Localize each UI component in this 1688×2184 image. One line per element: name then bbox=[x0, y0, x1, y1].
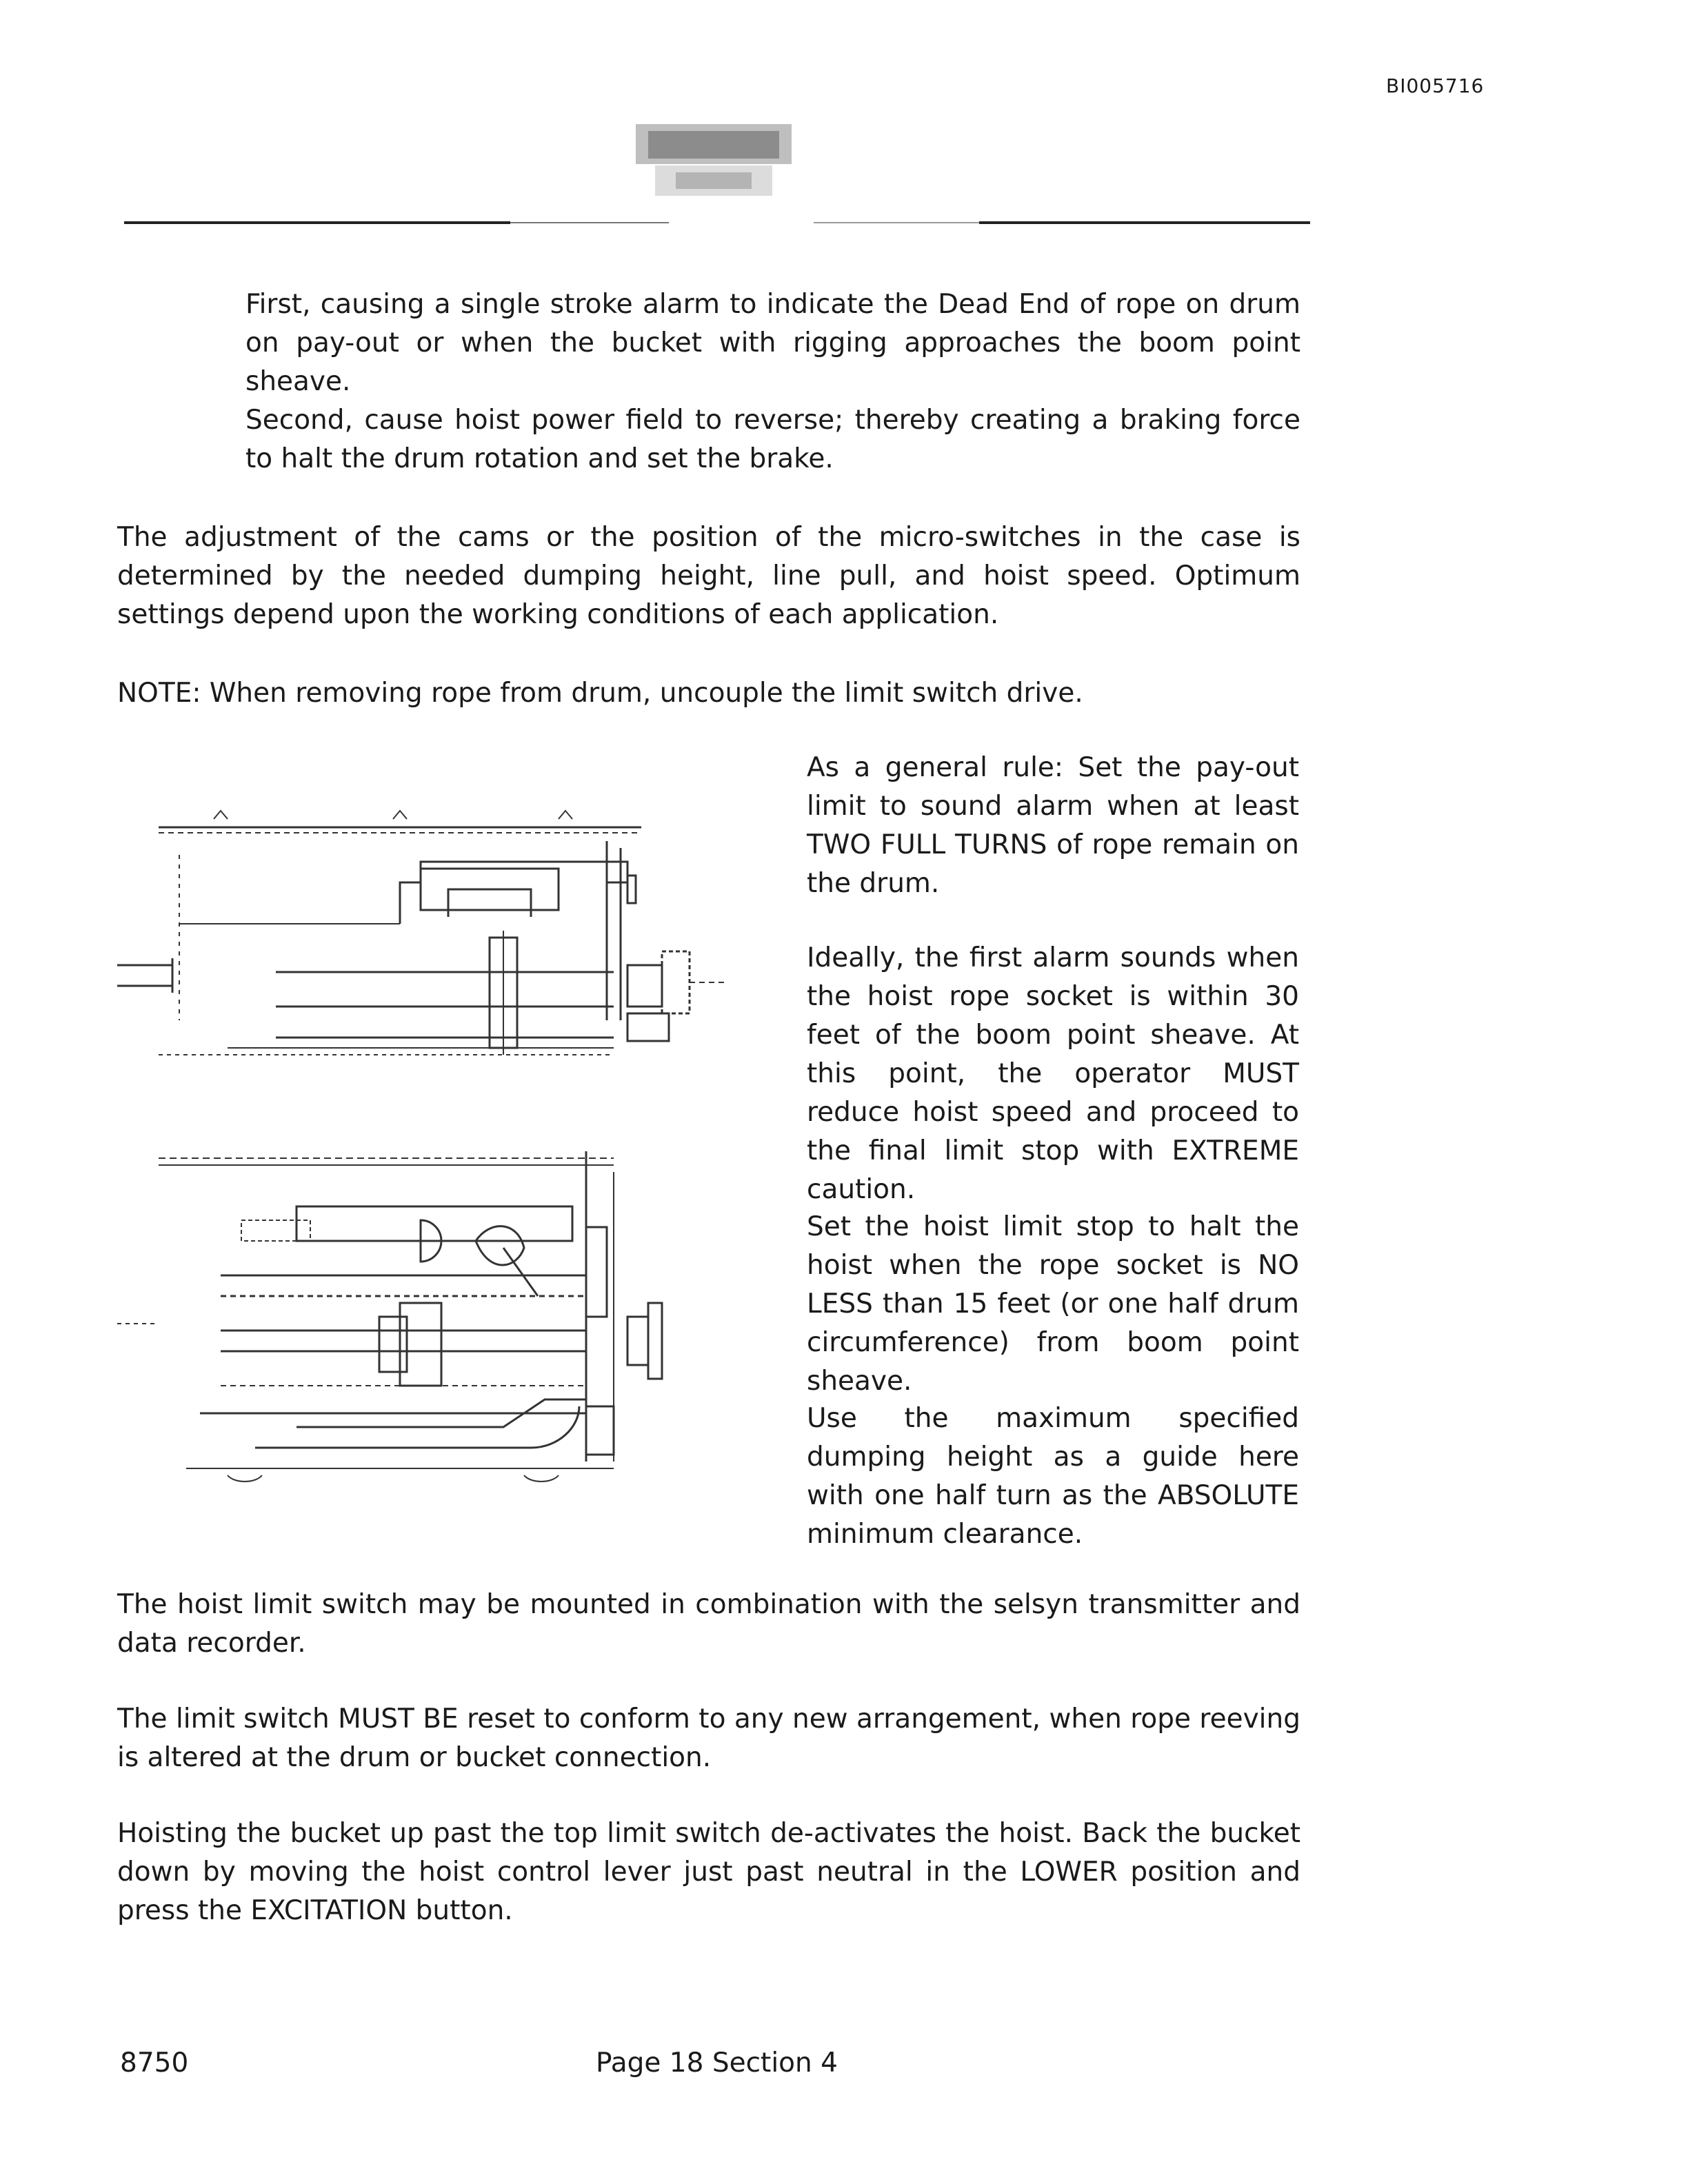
paragraph-excitation: Hoisting the bucket up past the top limit switch de-activates the hoist. Back the bucket down by moving the hoist control lever just past neutral in the LOWER position and press the EXCITATION button. bbox=[117, 1818, 1300, 1926]
paragraph-selsyn-mount: The hoist limit switch may be mounted in combination with the selsyn transmitter and data recorder. bbox=[117, 1589, 1300, 1659]
paragraph-dumping-height: Use the maximum specified dumping height as a guide here with one half turn as the ABSOLUTE minimum clearance. bbox=[807, 1403, 1299, 1550]
paragraph-reverse-field: Second, cause hoist power field to reverse; thereby creating a braking force to halt the drum rotation and set the brake. bbox=[245, 405, 1300, 474]
paragraph-first-alarm: Ideally, the first alarm sounds when the hoist rope socket is within 30 feet of the boom point sheave. At this point, the operator MUST reduce hoist speed and proceed to the final limit stop with EXTREME caution. bbox=[807, 942, 1299, 1205]
limit-switch-drawing-top bbox=[117, 800, 738, 1062]
company-logo bbox=[627, 117, 807, 207]
paragraph-reset-switch: The limit switch MUST BE reset to conform to any new arrangement, when rope reeving is altered at the drum or bucket connection. bbox=[117, 1703, 1300, 1773]
paragraph-single-stroke-alarm: First, causing a single stroke alarm to indicate the Dead End of rope on drum on pay-out or when the bucket with rigging approaches the boom point sheave. bbox=[245, 289, 1300, 397]
paragraph-general-rule: As a general rule: Set the pay-out limit to sound alarm when at least TWO FULL TURNS of rope remain on the drum. bbox=[807, 752, 1299, 899]
note-uncouple: NOTE: When removing rope from drum, uncouple the limit switch drive. bbox=[117, 678, 1083, 709]
footer-page-number: Page 18 Section 4 bbox=[596, 2048, 838, 2079]
limit-switch-drawing-bottom bbox=[117, 1138, 738, 1496]
footer-model-number: 8750 bbox=[120, 2048, 189, 2079]
paragraph-cam-adjustment: The adjustment of the cams or the position of the micro-switches in the case is determined by the needed dumping height, line pull, and hoist speed. Optimum settings depend upon the working conditions of each application. bbox=[117, 522, 1300, 630]
document-id: BI005716 bbox=[1386, 74, 1485, 97]
paragraph-hoist-limit-stop: Set the hoist limit stop to halt the hoist when the rope socket is NO LESS than 15 feet (or one half drum circumference) from boom point sheave. bbox=[807, 1211, 1299, 1397]
header-rule bbox=[124, 219, 1310, 226]
